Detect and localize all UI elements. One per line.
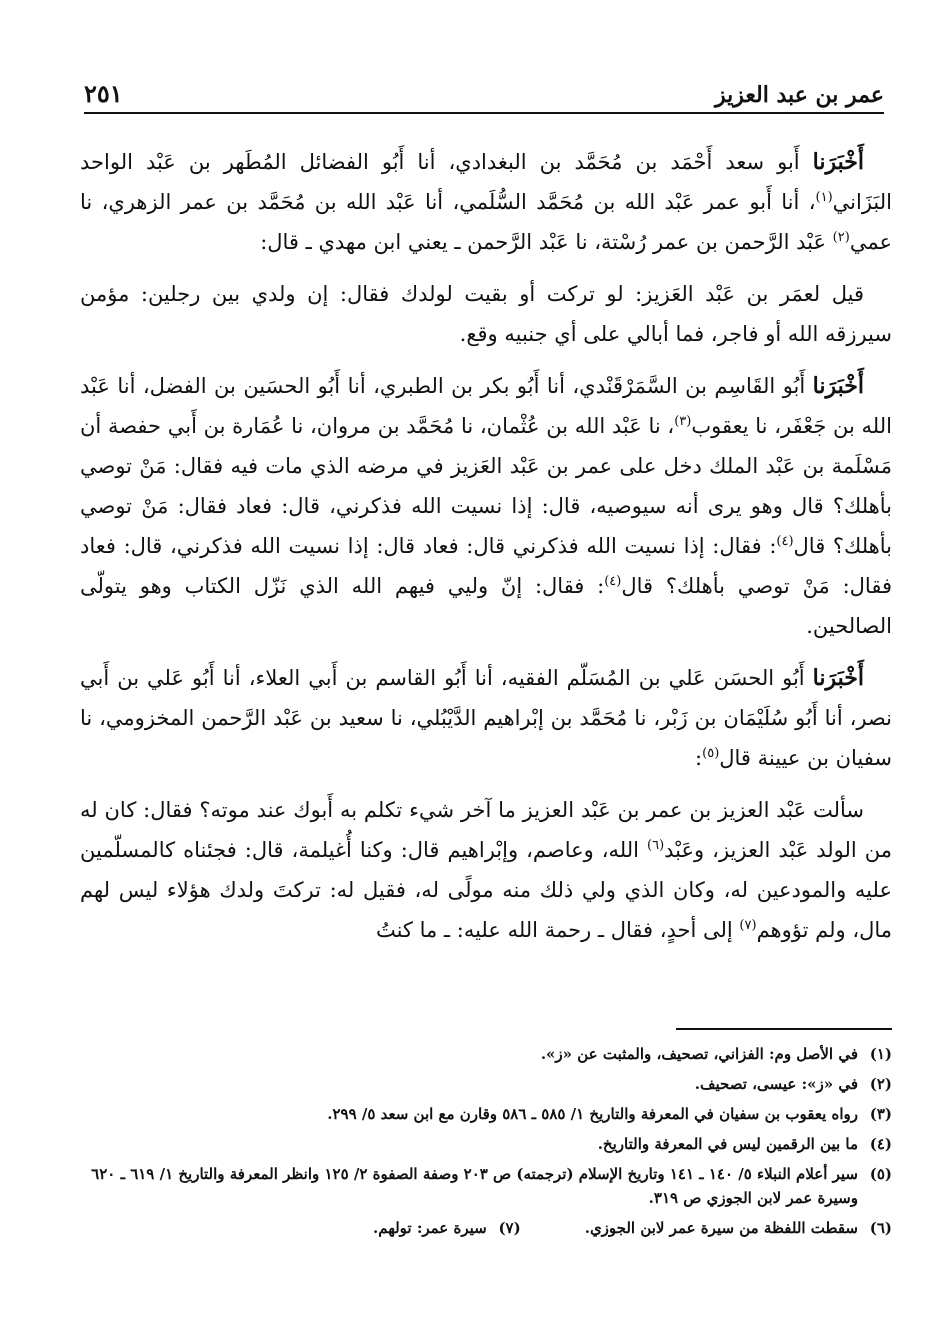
paragraph-text: : فقال: إنّ وليي فيهم الله الذي نَزّل الكتاب وهو يتولّى الصالحين. [80,574,892,638]
footnote-number: (١) [869,1045,892,1063]
paragraph-text: : [695,746,703,770]
footnote-number: (٢) [869,1075,892,1093]
paragraph-text: أَبُو القَاسِم بن السَّمَرْقَنْدي، أنا أَبُو بكر بن الطبري، أنا أَبُو الحسَين بن الفضل، أنا عَبْد الله بن جَعْفَر، نا يعقوب [80,374,892,438]
paragraph-text: إلى أحدٍ، فقال ـ رحمة الله عليه: ـ ما كنتُ [375,918,740,942]
footnote-ref[interactable]: (٥) [702,746,720,761]
paragraph-matn-1 [80,274,892,354]
footnote-row [80,1216,892,1240]
footnote-item [80,1042,892,1066]
page-header [84,70,884,114]
footnote-ref[interactable]: (٧) [739,918,757,933]
paragraph-text: قيل لعمَر بن عَبْد العَزيز: لو تركت أو بقيت لولدك فقال: إن ولدي بين رجلين: مؤمن سيرزقه الله أو فاجر، فما أبالي على أي جنبيه وقع. [80,282,892,346]
akhbarana-keyword: أَخْبَرَنا [812,665,864,691]
paragraph-text: أَبو سعد أَحْمَد بن مُحَمَّد بن البغدادي، أنا أَبُو الفضائل المُطَهر بن عَبْد الواحد البَزَاني [80,150,892,214]
footnote-number: (٥) [869,1165,892,1183]
footnote-text: في «ز»: عيسى، تصحيف. [694,1075,858,1093]
footnote-separator [676,1028,892,1030]
paragraph-isnad-3 [80,658,892,778]
paragraph-text: عَبْد الرَّحمن بن عمر رُسْتة، نا عَبْد الرَّحمن ـ يعني ابن مهدي ـ قال: [260,230,833,254]
paragraph-text: : فقال: إذا نسيت الله فذكرني قال: فعاد قال: إذا نسيت الله فذكرني، قال: فعاد فقال: مَنْ توصي بأهلك؟ قال [80,534,892,598]
footnote-number: (٧) [498,1219,521,1237]
footnote-text: في الأصل وم: الفزاني، تصحيف، والمثبت عن «ز». [540,1045,858,1063]
page-number: ٢٥١ [84,79,123,108]
footnote-item [80,1132,892,1156]
footnote-number: (٦) [869,1219,892,1237]
footnote-ref[interactable]: (١) [815,190,833,205]
footnote-ref[interactable]: (٤) [776,534,794,549]
paragraph-isnad-2 [80,366,892,646]
footnote-text: رواه يعقوب بن سفيان في المعرفة والتاريخ ١/ ٥٨٥ ـ ٥٨٦ وقارن مع ابن سعد ٥/ ٢٩٩. [327,1105,858,1123]
footnote-text: سير أعلام النبلاء ٥/ ١٤٠ ـ ١٤١ وتاريخ الإسلام (ترجمته) ص ٢٠٣ وصفة الصفوة ٢/ ١٢٥ وانظر المعرفة والتاريخ ١/ ٦١٩ ـ ٦٢٠ وسيرة عمر لابن الجوزي ص ٣١٩. [91,1165,858,1207]
footnote-item [80,1162,892,1210]
paragraph-text: ، نا عَبْد الله بن عُثْمان، نا مُحَمَّد بن مروان، نا عُمَارة بن أَبي حفصة أن مَسْلَمة بن عَبْد الملك دخل على عمر بن عَبْد العَزيز في مرضه الذي مات فيه فقال: مَنْ توصي بأهلك؟ قال وهو يرى أنه سيوصيه، قال: إذا نسيت الله فذكرني، قال: فعاد فقال: مَنْ توصي بأهلك؟ قال [80,414,892,558]
footnote-ref[interactable]: (٢) [832,230,850,245]
akhbarana-keyword: أَخْبَرَنا [812,149,864,175]
footnote-text: سيرة عمر: تولهم. [372,1219,487,1237]
paragraph-text: ، أنا أَبو عمر عَبْد الله بن مُحَمَّد السُّلَمي، أنا عَبْد الله بن مُحَمَّد بن عمر الزهري، نا عمي [80,190,892,254]
footnote-item [80,1102,892,1126]
paragraph-text: أَبُو الحسَن عَلي بن المُسَلّم الفقيه، أنا أَبُو القاسم بن أَبي العلاء، أنا أَبُو عَلي بن أَبي نصر، أنا أَبُو سُلَيْمَان بن زَبْر، نا مُحَمَّد بن إبْراهيم الدَّيْبُلي، نا سعيد بن عَبْد الرَّحمن المخزومي، نا سفيان بن عيينة قال [80,666,892,770]
footnote-ref[interactable]: (٦) [647,838,665,853]
paragraph-text: الله، وعاصم، وإبْراهيم قال: وكنا أُغيلمة، قال: فجئناه كالمسلّمين عليه والمودعين له، وكان الذي ولي ذلك منه مولًى له، فقيل له: تركتَ ولدك هؤلاء ليس لهم مال، ولم تؤوهم [80,838,892,942]
paragraph-isnad-1 [80,142,892,262]
footnote-item [373,1216,521,1240]
akhbarana-keyword: أَخْبَرَنا [812,373,864,399]
footnote-item [585,1216,892,1240]
paragraph-matn-2 [80,790,892,950]
footnote-ref[interactable]: (٤) [604,574,622,589]
main-text [80,142,892,962]
paragraph-text: سألت عَبْد العزيز بن عمر بن عَبْد العزيز ما آخر شيء تكلم به أَبوك عند موته؟ فقال: كان له من الولد عَبْد العزيز، وعَبْد [80,798,892,862]
footnotes [80,1042,892,1246]
footnote-number: (٣) [869,1105,892,1123]
footnote-text: سقطت اللفظة من سيرة عمر لابن الجوزي. [584,1219,858,1237]
running-title: عمر بن عبد العزيز [715,82,884,108]
footnote-item [80,1072,892,1096]
footnote-number: (٤) [869,1135,892,1153]
footnote-text: ما بين الرقمين ليس في المعرفة والتاريخ. [597,1135,858,1153]
footnote-ref[interactable]: (٣) [674,414,692,429]
